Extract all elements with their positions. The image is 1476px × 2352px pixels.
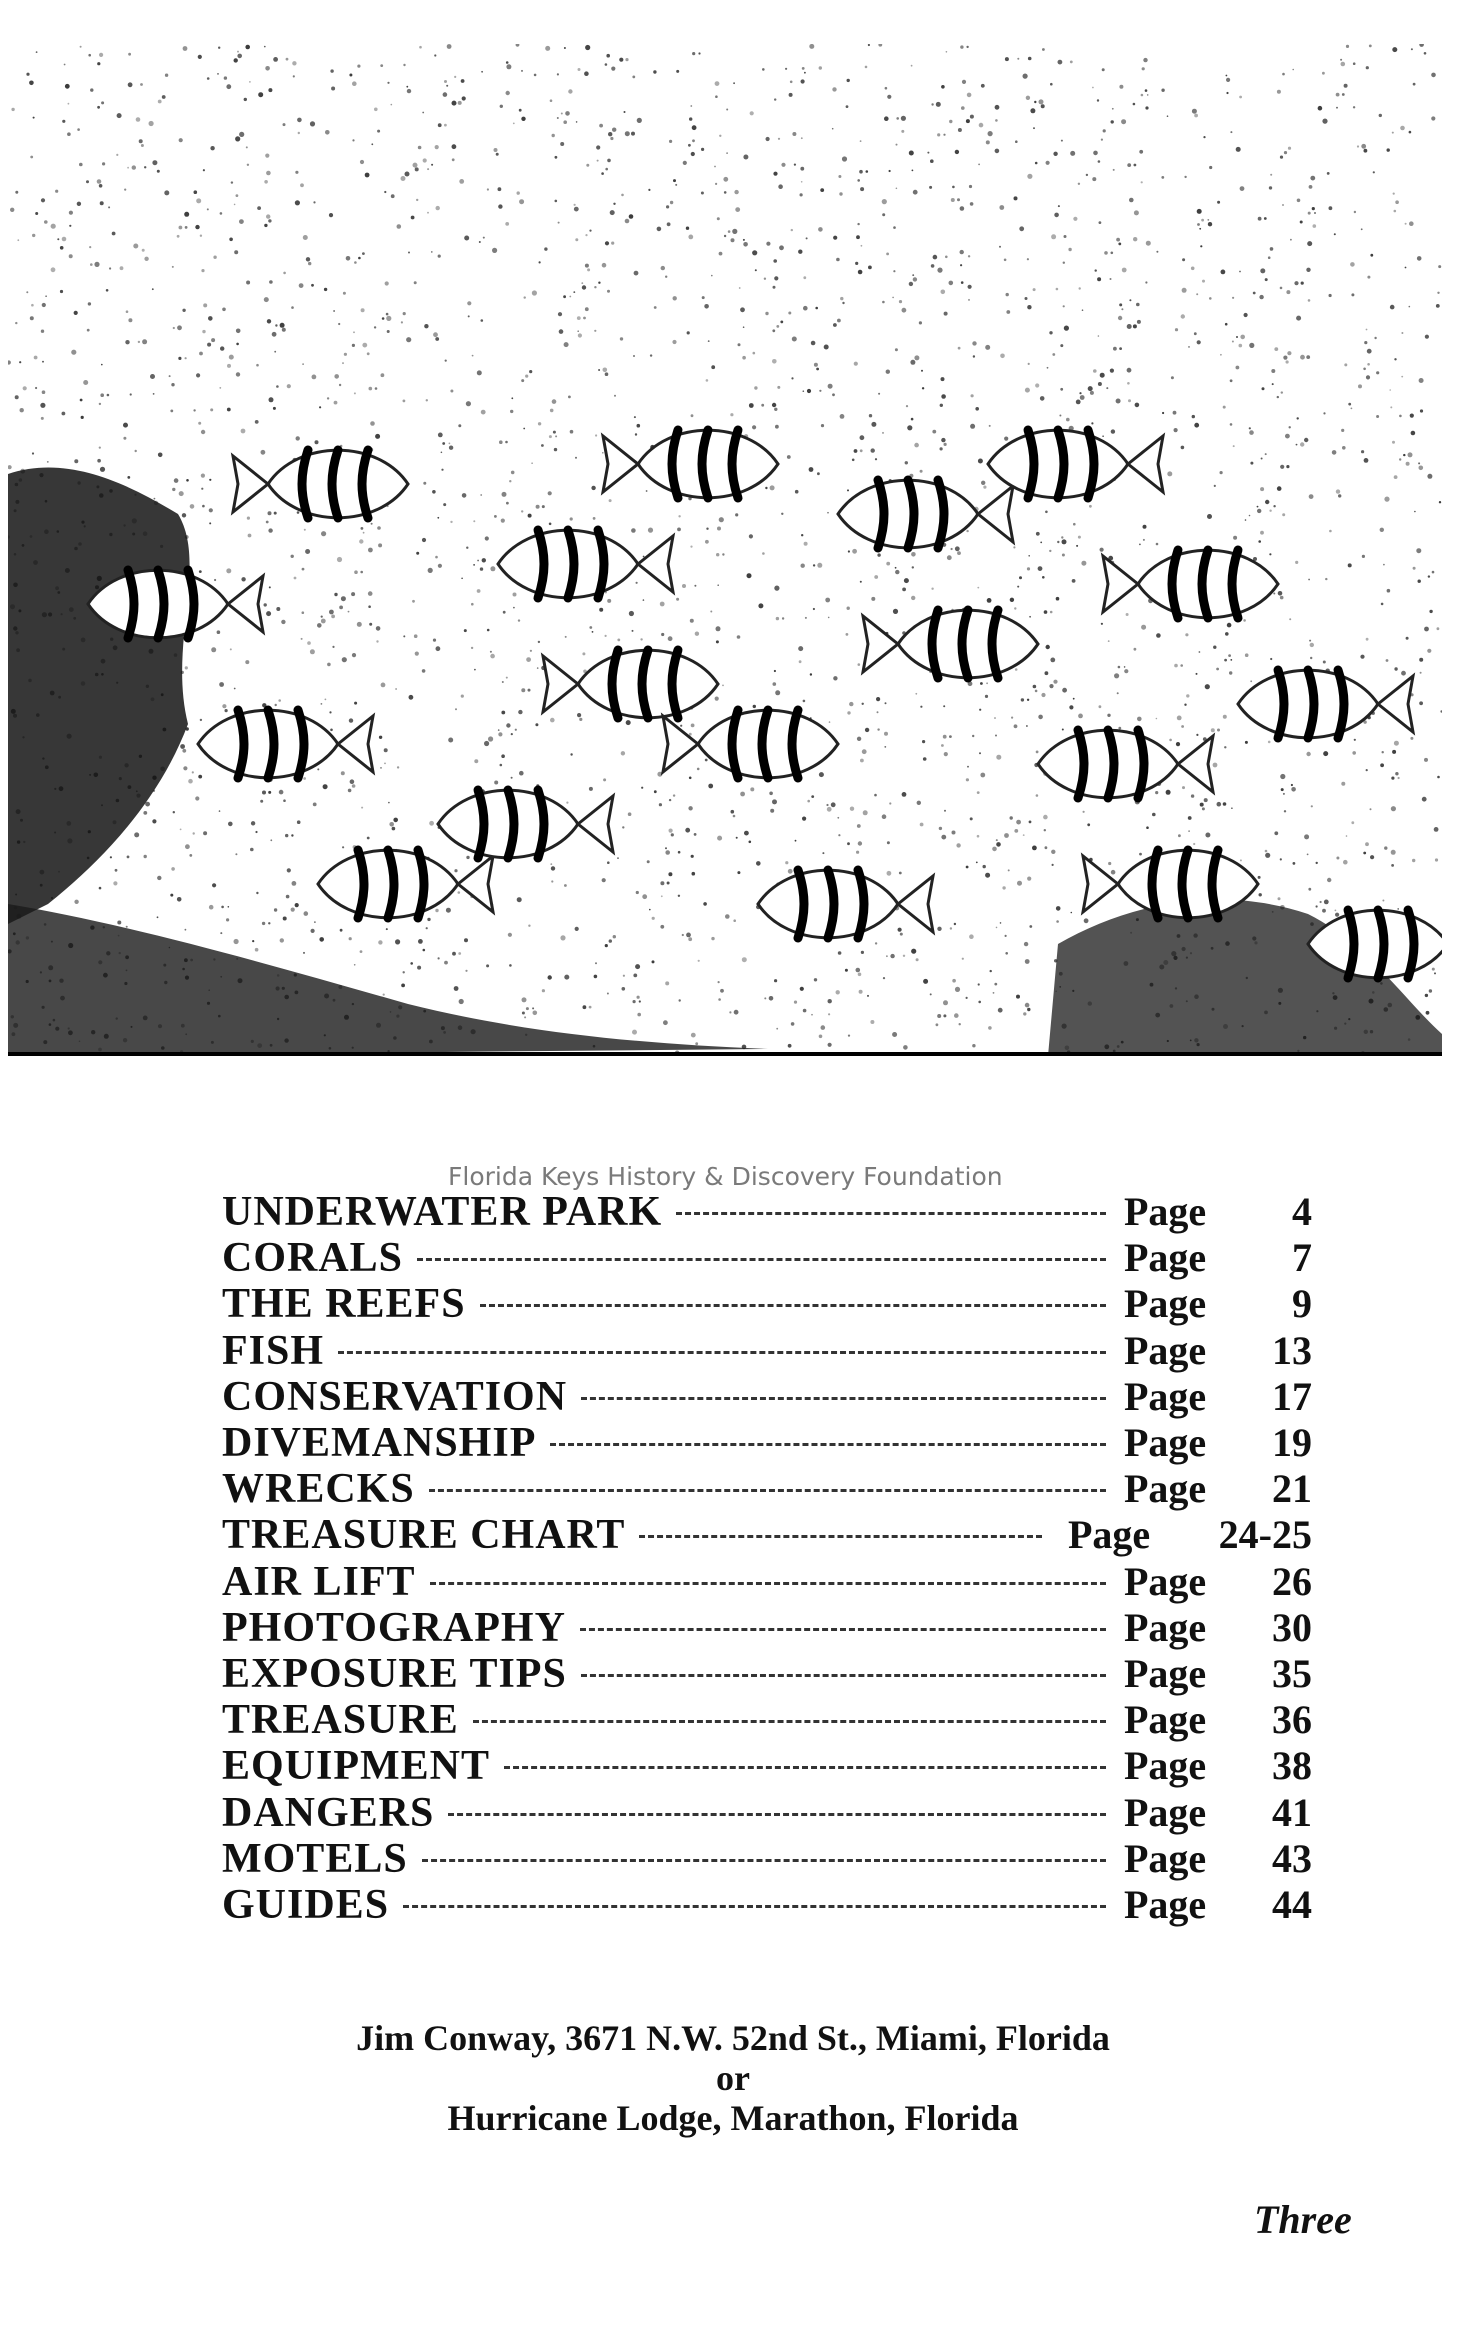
page-label: Page bbox=[1124, 1466, 1207, 1512]
index-entry bbox=[222, 1789, 1312, 1836]
page-reference: 30 bbox=[1272, 1604, 1312, 1650]
index-topic: UNDERWATER PARK bbox=[222, 1189, 663, 1235]
index-entry bbox=[222, 1650, 1312, 1697]
index-topic: EXPOSURE TIPS bbox=[222, 1651, 567, 1697]
page-reference: 43 bbox=[1272, 1835, 1312, 1881]
index-topic: AIR LIFT bbox=[222, 1558, 416, 1605]
dot-leader bbox=[417, 1258, 1106, 1261]
page-reference: 13 bbox=[1272, 1327, 1312, 1373]
page-label: Page bbox=[1124, 1558, 1207, 1604]
index-entry bbox=[222, 1511, 1312, 1559]
index-entry bbox=[222, 1558, 1312, 1605]
page-label: Page bbox=[1124, 1189, 1207, 1234]
striped-fish-photo bbox=[8, 44, 1442, 1056]
page-label: Page bbox=[1124, 1835, 1207, 1881]
dot-leader bbox=[580, 1628, 1106, 1631]
address-line-1: Jim Conway, 3671 N.W. 52nd St., Miami, Florida bbox=[356, 2018, 1110, 2058]
index-entry bbox=[222, 1188, 1312, 1235]
page-label: Page bbox=[1124, 1281, 1207, 1327]
index-topic: DANGERS bbox=[222, 1789, 435, 1836]
dot-leader bbox=[639, 1535, 1042, 1538]
page-reference: 4 bbox=[1292, 1189, 1312, 1234]
page-label: Page bbox=[1124, 1420, 1207, 1465]
page-reference: 36 bbox=[1272, 1697, 1312, 1743]
dot-leader bbox=[676, 1212, 1106, 1215]
page-number: Three bbox=[1254, 2197, 1352, 2242]
page-label: Page bbox=[1124, 1789, 1207, 1835]
index-entry bbox=[222, 1465, 1312, 1513]
index-entry bbox=[222, 1327, 1312, 1374]
page-label: Page bbox=[1124, 1604, 1207, 1650]
index-entry bbox=[222, 1881, 1312, 1928]
page-label: Page bbox=[1124, 1327, 1207, 1373]
page-reference: 44 bbox=[1272, 1882, 1312, 1927]
index-entry bbox=[222, 1835, 1312, 1882]
dot-leader bbox=[422, 1859, 1106, 1862]
dot-leader bbox=[581, 1674, 1106, 1677]
index-entry bbox=[222, 1604, 1312, 1651]
dot-leader bbox=[338, 1351, 1106, 1354]
index-topic: GUIDES bbox=[222, 1882, 390, 1928]
page-reference: 35 bbox=[1272, 1651, 1312, 1696]
index-topic: THE REEFS bbox=[222, 1281, 466, 1328]
dot-leader bbox=[448, 1813, 1106, 1816]
page-reference: 9 bbox=[1292, 1281, 1312, 1327]
address-line-2: or bbox=[716, 2058, 750, 2098]
page-reference: 7 bbox=[1292, 1235, 1312, 1281]
dot-leader bbox=[429, 1489, 1106, 1492]
index-topic: MOTELS bbox=[222, 1835, 408, 1882]
dot-leader bbox=[403, 1905, 1106, 1908]
index-entry bbox=[222, 1742, 1312, 1790]
page-label: Page bbox=[1124, 1743, 1207, 1789]
watermark: Florida Keys History & Discovery Foundation bbox=[448, 1162, 1003, 1191]
page-reference: 19 bbox=[1272, 1420, 1312, 1465]
page-label: Page bbox=[1124, 1882, 1207, 1927]
page-reference: 21 bbox=[1272, 1466, 1312, 1512]
index-entry bbox=[222, 1373, 1312, 1420]
index-entry bbox=[222, 1234, 1312, 1282]
page-label: Page bbox=[1068, 1512, 1151, 1558]
page-reference: 17 bbox=[1272, 1373, 1312, 1419]
index-topic: EQUIPMENT bbox=[222, 1743, 491, 1790]
index-topic: CONSERVATION bbox=[222, 1373, 568, 1420]
page-reference: 26 bbox=[1272, 1558, 1312, 1604]
index-entry bbox=[222, 1419, 1312, 1466]
dot-leader bbox=[581, 1397, 1106, 1400]
index-topic: PHOTOGRAPHY bbox=[222, 1604, 566, 1651]
page-label: Page bbox=[1124, 1373, 1207, 1419]
page-reference: 38 bbox=[1272, 1743, 1312, 1789]
page-reference: 24-25 bbox=[1218, 1512, 1312, 1558]
index-topic: TREASURE bbox=[222, 1697, 459, 1744]
index-topic: CORALS bbox=[222, 1235, 404, 1282]
contact-address bbox=[0, 2018, 1476, 2138]
index-topic: WRECKS bbox=[222, 1466, 415, 1513]
dot-leader bbox=[480, 1304, 1106, 1307]
index-entry bbox=[222, 1280, 1312, 1328]
dot-leader bbox=[504, 1766, 1106, 1769]
address-line-3: Hurricane Lodge, Marathon, Florida bbox=[447, 2098, 1019, 2138]
dot-leader bbox=[430, 1582, 1106, 1585]
page-label: Page bbox=[1124, 1651, 1207, 1696]
index-topic: FISH bbox=[222, 1327, 325, 1374]
dot-leader bbox=[550, 1443, 1106, 1446]
page-label: Page bbox=[1124, 1235, 1207, 1281]
index-entry bbox=[222, 1696, 1312, 1744]
index-topic: TREASURE CHART bbox=[222, 1512, 626, 1559]
page-reference: 41 bbox=[1272, 1789, 1312, 1835]
index-topic: DIVEMANSHIP bbox=[222, 1420, 537, 1466]
page-label: Page bbox=[1124, 1697, 1207, 1743]
dot-leader bbox=[473, 1720, 1106, 1723]
